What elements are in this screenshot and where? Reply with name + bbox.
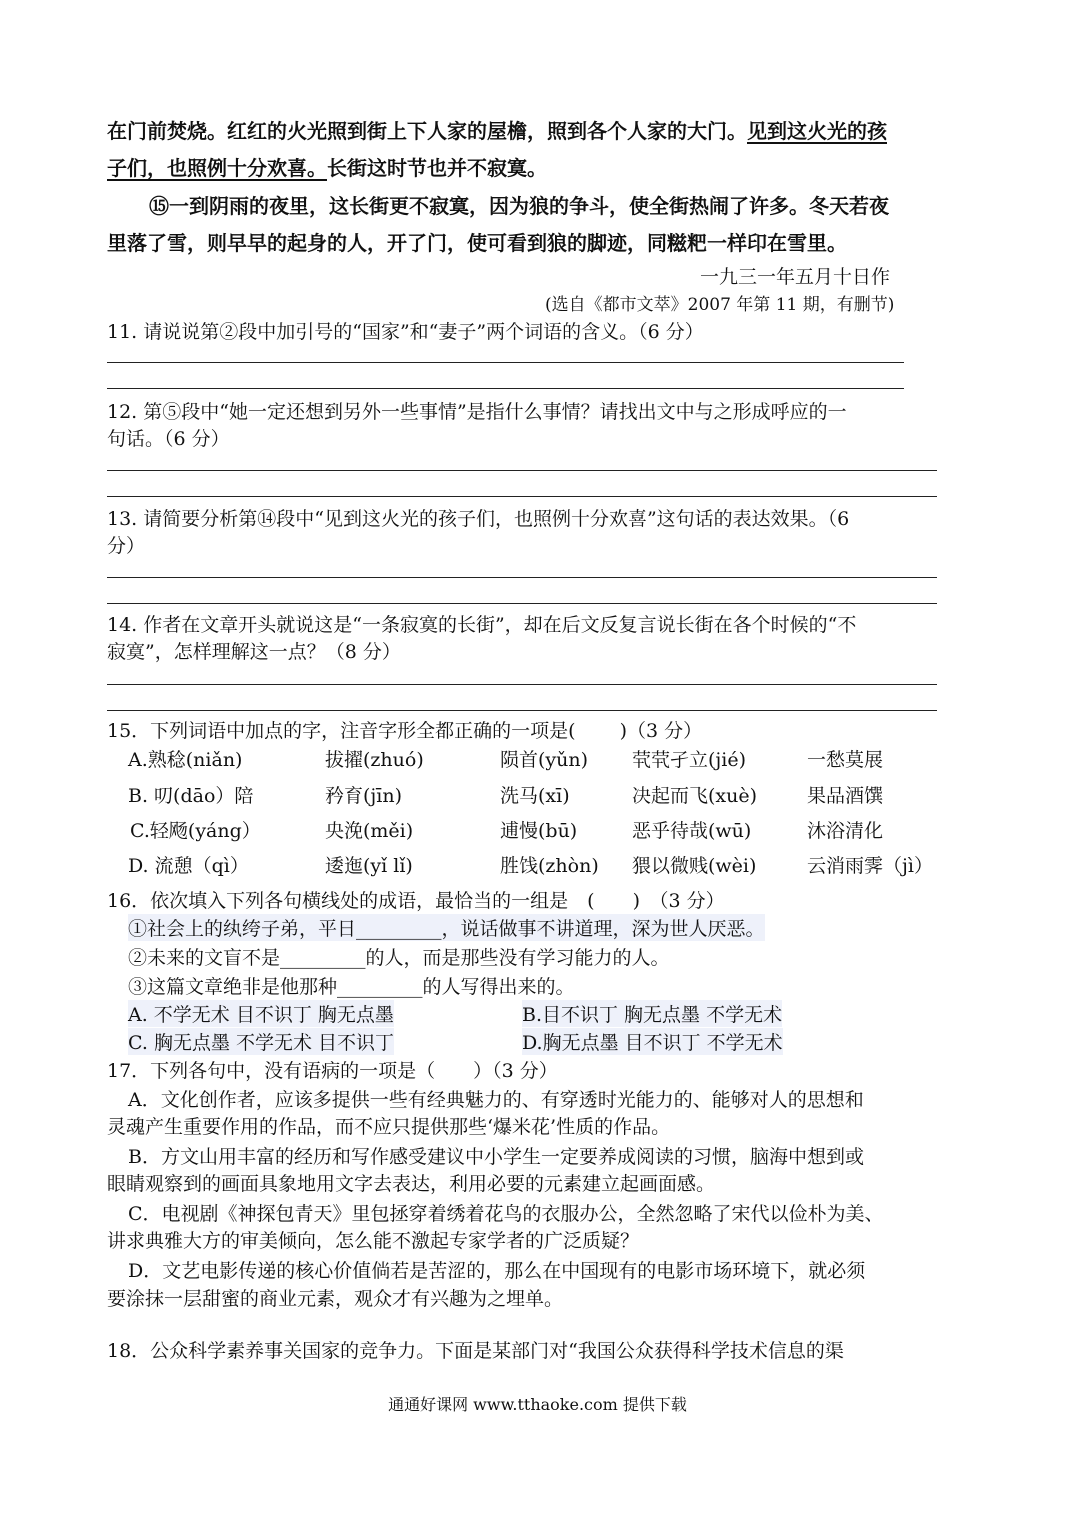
- q15-option: C.轻飏(yáng）: [130, 820, 261, 842]
- passage-text: 在门前焚烧。红红的火光照到街上下人家的屋檐，照到各个人家的大门。: [107, 119, 747, 143]
- q17-option-line: 讲求典雅大方的审美倾向，怎么能不激起专家学者的广泛质疑？: [107, 1230, 640, 1252]
- q15-option: 云消雨霁（jì）: [807, 855, 933, 877]
- q15-option: 果品酒馔: [807, 785, 884, 807]
- q15-option: 恶乎待哉(wū): [632, 820, 752, 842]
- q15-option: 拔擢(zhuó): [325, 749, 424, 771]
- q16-option: B.目不识丁 胸无点墨 不学无术: [522, 1000, 782, 1027]
- answer-line: [107, 603, 937, 604]
- question-16-stem: 16．依次填入下列各句横线处的成语，最恰当的一组是 ( ) （3 分）: [107, 890, 725, 912]
- q17-option-line: 灵魂产生重要作用的作品，而不应只提供那些‘爆米花’性质的作品。: [107, 1116, 671, 1138]
- q15-option: B. 叨(dāo）陪: [128, 785, 254, 807]
- question-15-stem: 15．下列词语中加点的字，注音字形全都正确的一项是( )（3 分）: [107, 720, 703, 742]
- question-14-line: 寂寞”，怎样理解这一点？（8 分）: [107, 641, 401, 663]
- answer-line: [107, 577, 937, 578]
- passage-line: [107, 152, 547, 181]
- q15-option: 沐浴清化: [807, 820, 884, 842]
- q15-option: 逋慢(bū): [500, 820, 578, 842]
- page-footer: 通通好课网 www.tthaoke.com 提供下载: [388, 1395, 687, 1414]
- q17-option-line: B．方文山用丰富的经历和写作感受建议中小学生一定要养成阅读的习惯，脑海中想到或: [128, 1146, 864, 1168]
- q16-option: D.胸无点墨 目不识丁 不学无术: [522, 1028, 783, 1055]
- q15-option: 决起而飞(xuè): [632, 785, 758, 807]
- answer-line: [107, 362, 904, 363]
- passage-line: ⑮一到阴雨的夜里，这长街更不寂寞，因为狼的争斗，使全街热闹了许多。冬天若夜: [149, 194, 889, 218]
- q16-option: C. 胸无点墨 不学无术 目不识丁: [128, 1028, 394, 1055]
- q15-option: 逶迤(yǐ lǐ): [325, 855, 413, 877]
- q15-option: 洗马(xī): [500, 785, 570, 807]
- q16-option: A. 不学无术 目不识丁 胸无点墨: [128, 1000, 394, 1027]
- q15-option: 央浼(měi): [325, 820, 414, 842]
- question-13-line: 分）: [107, 535, 146, 557]
- q17-option-line: 眼睛观察到的画面具象地用文字去表达，利用必要的元素建立起画面感。: [107, 1173, 716, 1195]
- passage-date: 一九三一年五月十日作: [700, 266, 891, 288]
- answer-line: [107, 388, 904, 389]
- q17-option-line: A．文化创作者，应该多提供一些有经典魅力的、有穿透时光能力的、能够对人的思想和: [128, 1089, 864, 1111]
- q16-item: ③这篇文章绝非是他那种_________的人写得出来的。: [128, 976, 575, 998]
- q15-option: A.熟稔(niǎn): [128, 749, 243, 771]
- underlined-sentence: 子们，也照例十分欢喜。: [107, 156, 327, 180]
- question-12-line: 12. 第⑤段中“她一定还想到另外一些事情”是指什么事情？请找出文中与之形成呼应的一: [107, 401, 847, 423]
- q17-option-line: D．文艺电影传递的核心价值倘若是苦涩的，那么在中国现有的电影市场环境下，就必须: [128, 1260, 866, 1282]
- q17-option-line: 要涂抹一层甜蜜的商业元素，观众才有兴趣为之埋单。: [107, 1288, 564, 1310]
- q15-option: 矜育(jīn): [325, 785, 403, 807]
- passage-line: 里落了雪，则早早的起身的人，开了门，使可看到狼的脚迹，同糍粑一样印在雪里。: [107, 231, 847, 255]
- q15-option: 茕茕孑立(jié): [632, 749, 747, 771]
- passage-line: [107, 115, 887, 144]
- question-18: 18．公众科学素养事关国家的竞争力。下面是某部门对“我国公众获得科学技术信息的渠: [107, 1340, 844, 1362]
- question-14-line: 14. 作者在文章开头就说这是“一条寂寞的长街”，却在后文反复言说长街在各个时候的“不: [107, 614, 857, 636]
- q17-option-line: C．电视剧《神探包青天》里包拯穿着绣着花鸟的衣服办公，全然忽略了宋代以俭朴为美、: [128, 1203, 884, 1225]
- passage-text: 长街这时节也并不寂寞。: [327, 156, 547, 180]
- q15-option: 陨首(yǔn): [500, 749, 589, 771]
- question-11: 11. 请说说第②段中加引号的“国家”和“妻子”两个词语的含义。（6 分）: [107, 321, 704, 343]
- q15-option: 猥以微贱(wèi): [632, 855, 757, 877]
- answer-line: [107, 684, 937, 685]
- q16-item: ②未来的文盲不是_________的人，而是那些没有学习能力的人。: [128, 947, 670, 969]
- q15-option: 胜饯(zhòn): [500, 855, 599, 877]
- answer-line: [107, 470, 937, 471]
- q15-option: D. 流憩（qì）: [128, 855, 249, 877]
- question-12-line: 句话。（6 分）: [107, 428, 230, 450]
- passage-source: (选自《都市文萃》2007 年第 11 期，有删节): [545, 295, 895, 315]
- answer-line: [107, 496, 937, 497]
- question-17-stem: 17．下列各句中，没有语病的一项是（ ）（3 分）: [107, 1060, 558, 1082]
- q16-item: ①社会上的纨绔子弟，平日_________，说话做事不讲道理，深为世人厌恶。: [128, 914, 765, 941]
- question-13-line: 13. 请简要分析第⑭段中“见到这火光的孩子们，也照例十分欢喜”这句话的表达效果。（6: [107, 508, 850, 530]
- answer-line: [107, 710, 937, 711]
- q15-option: 一愁莫展: [807, 749, 884, 771]
- underlined-sentence: 见到这火光的孩: [747, 119, 887, 143]
